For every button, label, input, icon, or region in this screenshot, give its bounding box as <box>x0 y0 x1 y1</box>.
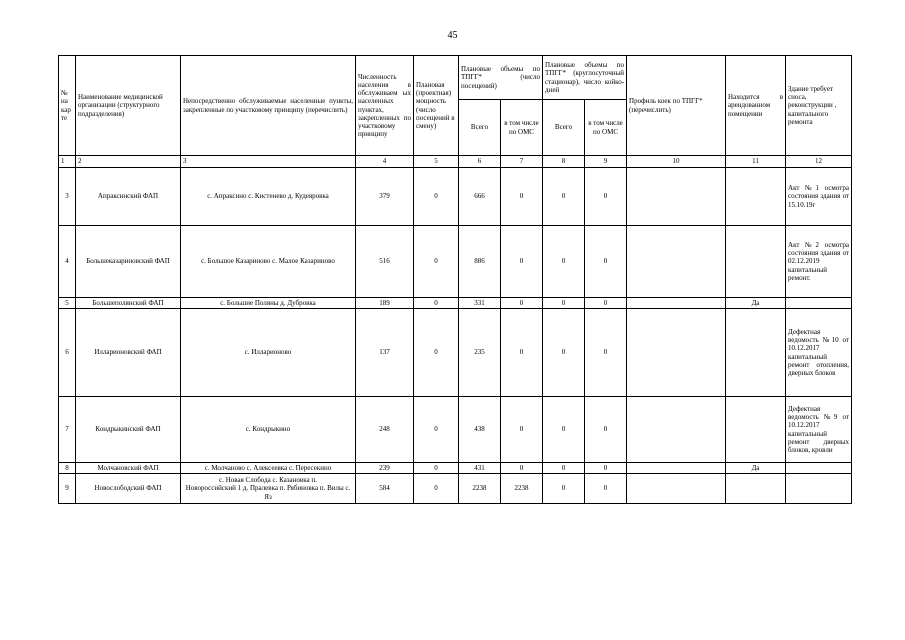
cell-rented <box>726 474 786 504</box>
cell-stat-oms: 0 <box>585 226 627 298</box>
header-name: Наименование медицинской организации (структурного подразделения) <box>76 56 181 156</box>
cell-profile <box>627 168 726 226</box>
table-row <box>59 397 852 463</box>
header-profile: Профиль коек по ТПГГ* (перечислить) <box>627 56 726 156</box>
cell-population: 137 <box>356 309 414 397</box>
header-rented: Находится в арендованном помещении <box>726 56 786 156</box>
cell-visits-total: 431 <box>459 463 501 474</box>
cell-no: 3 <box>59 168 76 226</box>
column-number: 9 <box>585 156 627 168</box>
cell-stat-total: 0 <box>543 474 585 504</box>
cell-stat-oms: 0 <box>585 463 627 474</box>
cell-stat-total: 0 <box>543 226 585 298</box>
cell-settlements: с. Большие Поляны д. Дубровка <box>181 298 356 309</box>
cell-rented <box>726 309 786 397</box>
cell-reconstruction: Дефектная ведомость №9 от 10.12.2017 капитальный ремонт дверных блоков, кровли <box>786 397 852 463</box>
facilities-table <box>58 55 852 504</box>
cell-visits-oms: 0 <box>501 298 543 309</box>
cell-population: 516 <box>356 226 414 298</box>
header-visits-group: Плановые объемы по ТПГГ* (число посещений) <box>459 56 543 100</box>
cell-capacity: 0 <box>414 298 459 309</box>
cell-population: 584 <box>356 474 414 504</box>
cell-population: 239 <box>356 463 414 474</box>
cell-settlements: с. Апраксино с. Кистенево д. Кудеяровка <box>181 168 356 226</box>
column-number: 2 <box>76 156 181 168</box>
cell-reconstruction <box>786 474 852 504</box>
cell-population: 379 <box>356 168 414 226</box>
header-stationary-group: Плановые объемы по ТПГГ* (круглосуточный стационар), число койко-дней <box>543 56 627 100</box>
cell-settlements: с. Молчаново с. Алексеевка с. Пересекино <box>181 463 356 474</box>
cell-profile <box>627 298 726 309</box>
column-number: 3 <box>181 156 356 168</box>
cell-visits-total: 2238 <box>459 474 501 504</box>
cell-settlements: с. Кондрыкино <box>181 397 356 463</box>
column-numbers-row <box>59 156 852 168</box>
header-stat-total: Всего <box>543 100 585 156</box>
cell-capacity: 0 <box>414 397 459 463</box>
column-number: 10 <box>627 156 726 168</box>
cell-stat-oms: 0 <box>585 168 627 226</box>
cell-population: 189 <box>356 298 414 309</box>
cell-settlements: с. Новая Слобода с. Казановка п. Новороссийский 1 д. Пралевка п. Рябиновка п. Вилы с. Яз <box>181 474 356 504</box>
cell-capacity: 0 <box>414 463 459 474</box>
column-number: 1 <box>59 156 76 168</box>
cell-reconstruction <box>786 463 852 474</box>
cell-profile <box>627 474 726 504</box>
column-number: 11 <box>726 156 786 168</box>
cell-no: 5 <box>59 298 76 309</box>
header-no: № на кар те <box>59 56 76 156</box>
cell-reconstruction <box>786 298 852 309</box>
cell-stat-total: 0 <box>543 298 585 309</box>
page-number: 45 <box>447 30 458 41</box>
column-number: 8 <box>543 156 585 168</box>
cell-name: Новослободский ФАП <box>76 474 181 504</box>
cell-visits-oms: 2238 <box>501 474 543 504</box>
cell-profile <box>627 309 726 397</box>
cell-settlements: с. Илларионово <box>181 309 356 397</box>
cell-no: 8 <box>59 463 76 474</box>
header-capacity: Плановая (проектная) мощность (число посещений в смену) <box>414 56 459 156</box>
cell-no: 7 <box>59 397 76 463</box>
cell-stat-oms: 0 <box>585 474 627 504</box>
cell-profile <box>627 397 726 463</box>
cell-name: Илларионовский ФАП <box>76 309 181 397</box>
cell-name: Кондрыкинский ФАП <box>76 397 181 463</box>
cell-stat-oms: 0 <box>585 309 627 397</box>
cell-rented <box>726 226 786 298</box>
cell-profile <box>627 226 726 298</box>
cell-visits-oms: 0 <box>501 168 543 226</box>
cell-no: 9 <box>59 474 76 504</box>
cell-visits-total: 331 <box>459 298 501 309</box>
cell-name: Большеполянский ФАП <box>76 298 181 309</box>
cell-visits-total: 666 <box>459 168 501 226</box>
cell-rented: Да <box>726 298 786 309</box>
column-number: 7 <box>501 156 543 168</box>
header-stat-oms: в том числе по ОМС <box>585 100 627 156</box>
cell-stat-oms: 0 <box>585 298 627 309</box>
cell-reconstruction: Акт №1 осмотра состояния здания от 15.10.19г <box>786 168 852 226</box>
cell-name: Апраксинский ФАП <box>76 168 181 226</box>
cell-capacity: 0 <box>414 168 459 226</box>
column-number: 5 <box>414 156 459 168</box>
cell-profile <box>627 463 726 474</box>
cell-no: 4 <box>59 226 76 298</box>
cell-stat-total: 0 <box>543 309 585 397</box>
cell-stat-total: 0 <box>543 463 585 474</box>
cell-visits-total: 235 <box>459 309 501 397</box>
cell-stat-total: 0 <box>543 397 585 463</box>
cell-reconstruction: Дефектная ведомость №10 от 10.12.2017 капитальный ремонт отопления, дверных блоков <box>786 309 852 397</box>
table-row <box>59 298 852 309</box>
table-row <box>59 226 852 298</box>
cell-visits-total: 438 <box>459 397 501 463</box>
header-visits-total: Всего <box>459 100 501 156</box>
column-number: 4 <box>356 156 414 168</box>
cell-visits-oms: 0 <box>501 226 543 298</box>
cell-capacity: 0 <box>414 226 459 298</box>
cell-rented <box>726 168 786 226</box>
table-row <box>59 463 852 474</box>
cell-stat-oms: 0 <box>585 397 627 463</box>
column-number: 12 <box>786 156 852 168</box>
cell-population: 248 <box>356 397 414 463</box>
cell-visits-oms: 0 <box>501 397 543 463</box>
cell-rented: Да <box>726 463 786 474</box>
cell-stat-total: 0 <box>543 168 585 226</box>
header-population: Численность населения в обслуживаем ых населенных пунктах, закрепленных по участковому принципу <box>356 56 414 156</box>
cell-visits-oms: 0 <box>501 309 543 397</box>
cell-capacity: 0 <box>414 474 459 504</box>
header-visits-oms: в том числе по ОМС <box>501 100 543 156</box>
cell-visits-oms: 0 <box>501 463 543 474</box>
cell-name: Молчановский ФАП <box>76 463 181 474</box>
cell-settlements: с. Большое Казариново с. Малое Казариново <box>181 226 356 298</box>
table-row <box>59 309 852 397</box>
header-reconstruction: Здание требует сноса, реконструкции , капитального ремонта <box>786 56 852 156</box>
cell-reconstruction: Акт №2 осмотра состояния здания от 02.12.2019 капитальный ремонт. <box>786 226 852 298</box>
header-settlements: Непосредственно обслуживаемые населенные пункты, закрепленные по участковому принципу (перечислить) <box>181 56 356 156</box>
cell-capacity: 0 <box>414 309 459 397</box>
column-number: 6 <box>459 156 501 168</box>
cell-rented <box>726 397 786 463</box>
cell-name: Большеказариновский ФАП <box>76 226 181 298</box>
cell-visits-total: 886 <box>459 226 501 298</box>
table-row <box>59 168 852 226</box>
table-row <box>59 474 852 504</box>
cell-no: 6 <box>59 309 76 397</box>
